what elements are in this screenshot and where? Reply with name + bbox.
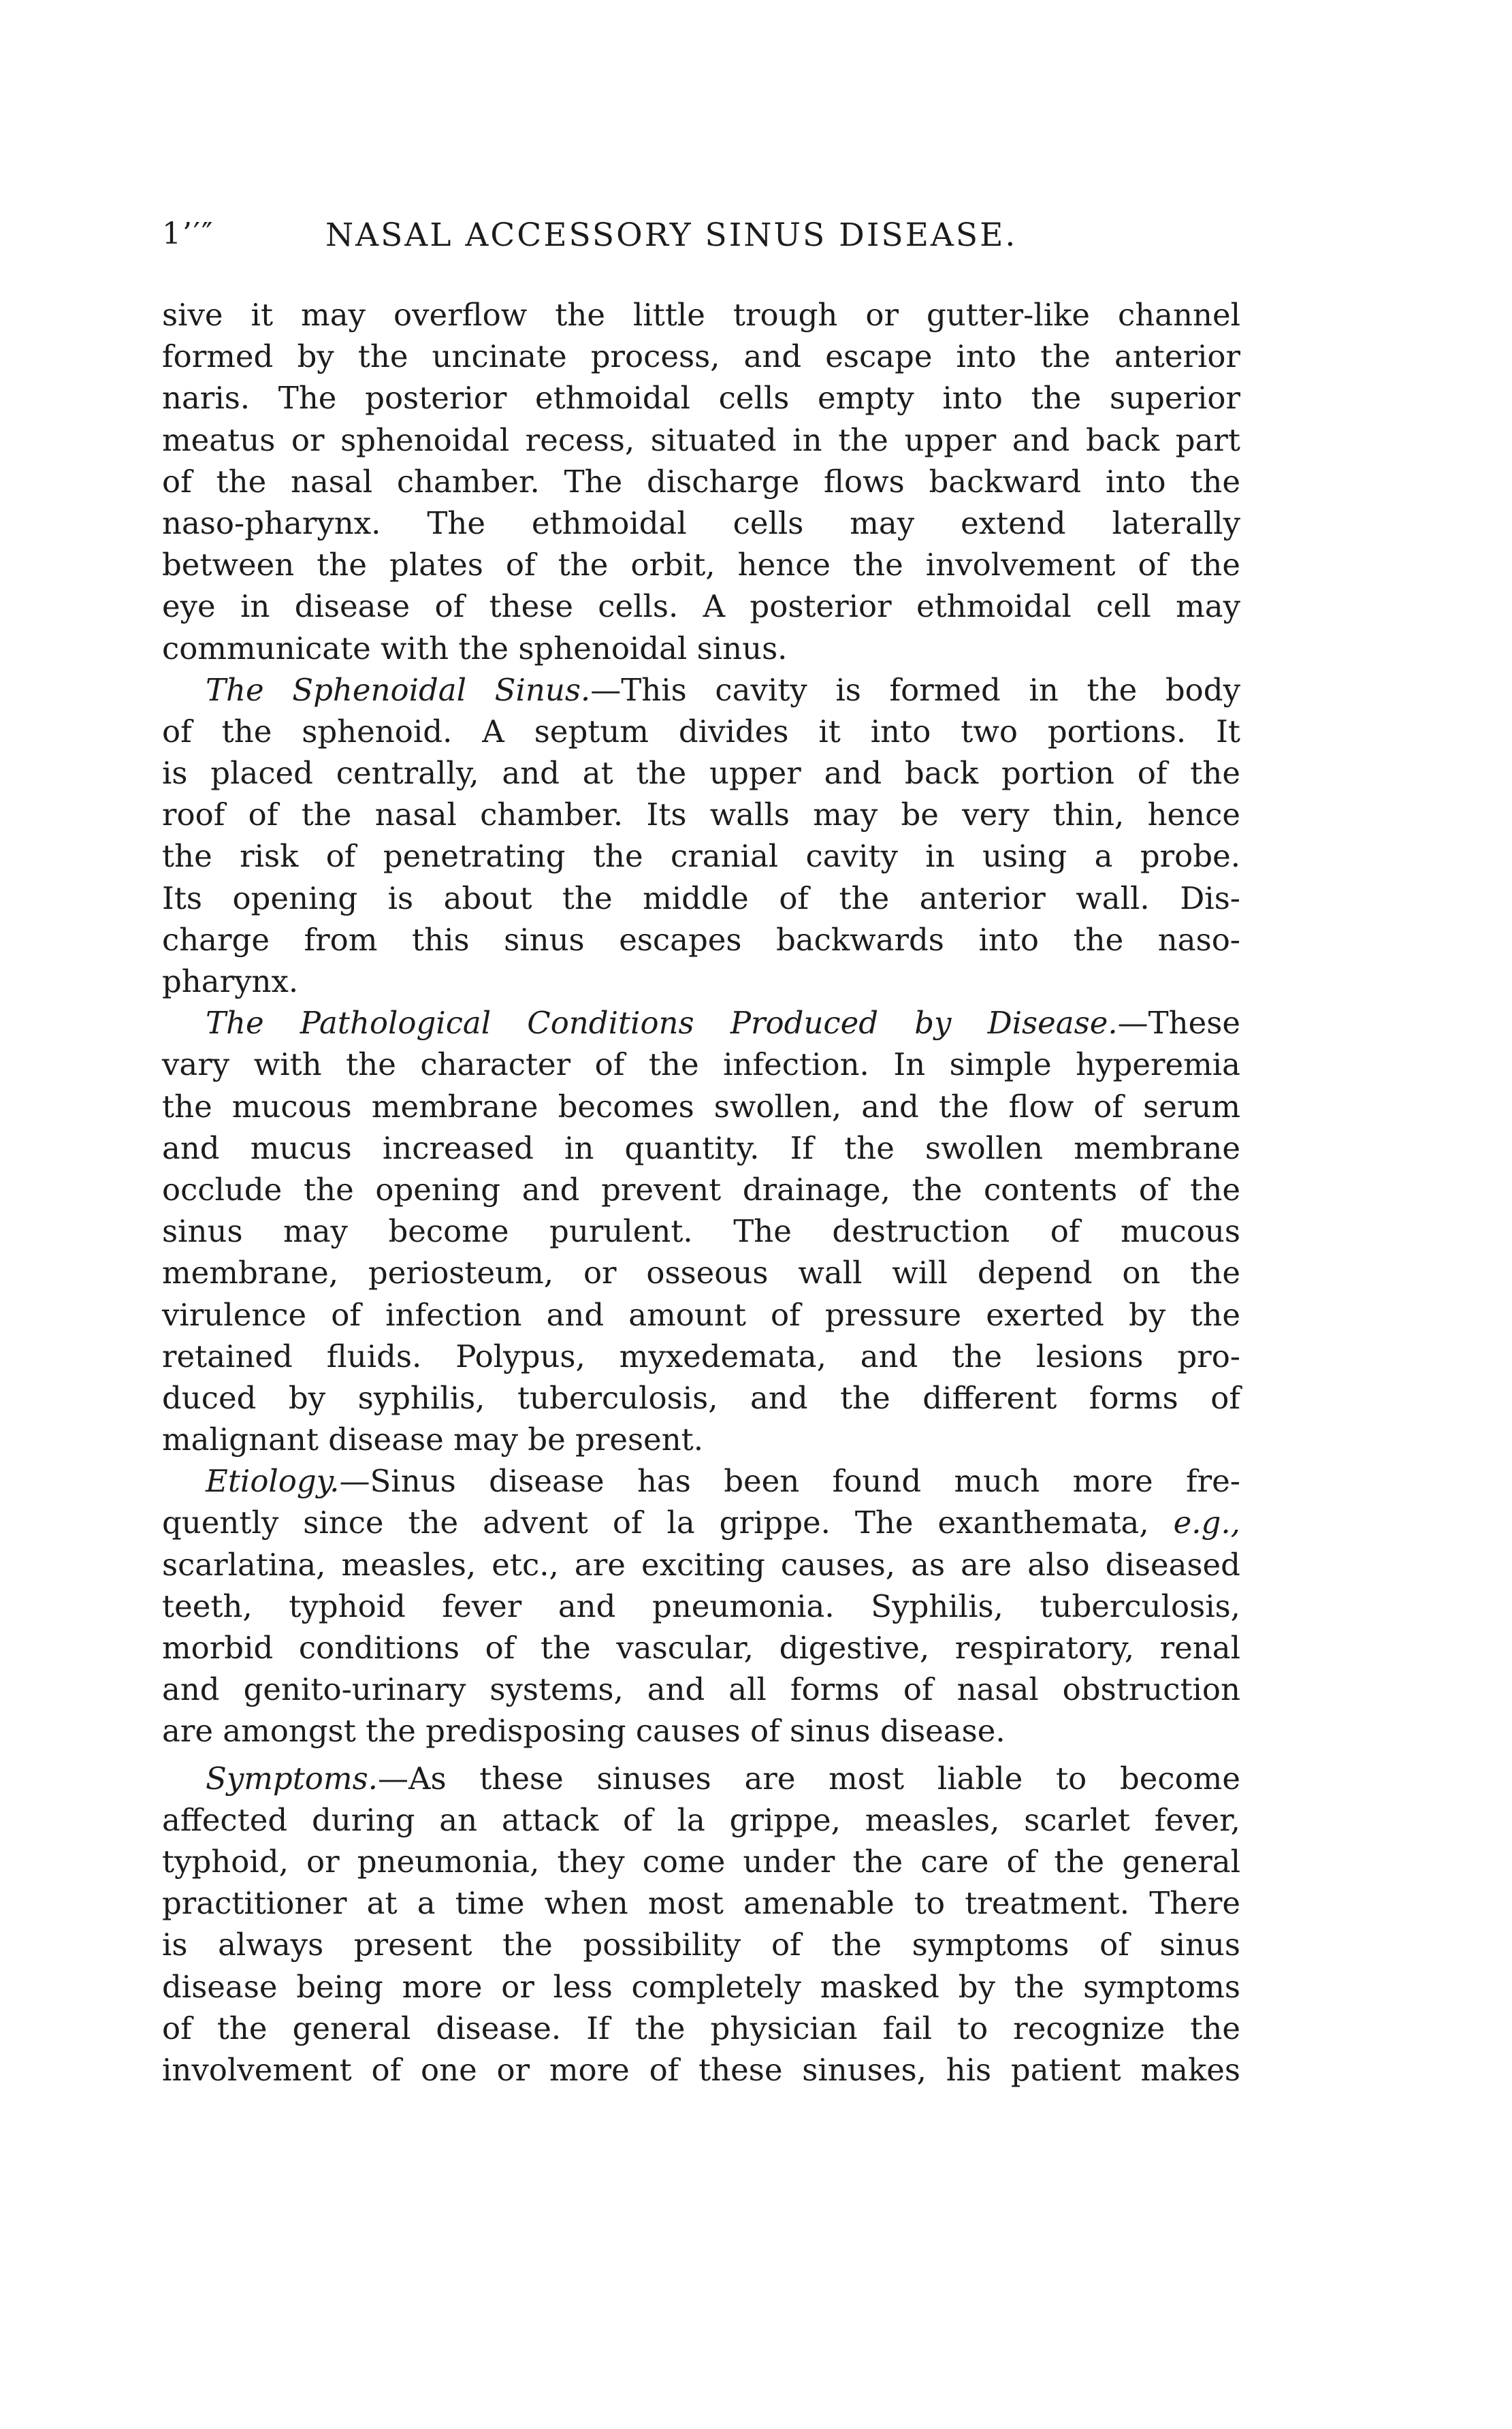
section-heading: Symptoms. [206, 1760, 378, 1797]
text-line: involvement of one or more of these sinuses, his patient makes [162, 2051, 1240, 2088]
section-text: —As these sinuses are most liable to become [377, 1760, 1240, 1797]
text-line: are amongst the predisposing causes of sinus disease. [162, 1713, 1006, 1750]
running-head: NASAL ACCESSORY SINUS DISEASE. [325, 216, 1018, 254]
text-line: of the nasal chamber. The discharge flows backward into the [162, 463, 1240, 500]
text-line: charge from this sinus escapes backwards into the naso- [162, 921, 1240, 958]
text-line: membrane, periosteum, or osseous wall will depend on the [162, 1255, 1240, 1291]
text-line: Its opening is about the middle of the anterior wall. Dis- [162, 880, 1240, 916]
text-line: is placed centrally, and at the upper and back portion of the [162, 755, 1240, 792]
text-line: sive it may overflow the little trough or gutter-like channel [162, 297, 1240, 333]
body-text [162, 294, 1240, 2091]
text-line: affected during an attack of la grippe, measles, scarlet fever, [162, 1801, 1240, 1838]
text-line: scarlatina, measles, etc., are exciting causes, as are also diseased [162, 1546, 1240, 1583]
text-line: typhoid, or pneumonia, they come under the care of the general [162, 1843, 1240, 1880]
section-heading: Etiology. [206, 1463, 340, 1500]
section-text: —These [1117, 1005, 1240, 1042]
text-line: the mucous membrane becomes swollen, and the flow of serum [162, 1088, 1240, 1125]
page-number: 1’′″ [162, 216, 214, 251]
text-line: pharynx. [162, 963, 299, 999]
text-line: duced by syphilis, tuberculosis, and the different forms of [162, 1379, 1240, 1416]
text-line: communicate with the sphenoidal sinus. [162, 630, 788, 666]
text-line: formed by the uncinate process, and escape into the anterior [162, 338, 1240, 375]
section-text: —Sinus disease has been found much more fre- [339, 1463, 1240, 1500]
text-line: of the general disease. If the physician fail to recognize the [162, 2010, 1240, 2046]
text-line: roof of the nasal chamber. Its walls may be very thin, hence [162, 797, 1240, 833]
text-line: practitioner at a time when most amenable to treatment. There [162, 1885, 1240, 1922]
text-line: disease being more or less completely masked by the symptoms [162, 1968, 1240, 2005]
text-line: meatus or sphenoidal recess, situated in the upper and back part [162, 421, 1240, 458]
section-text: —This cavity is formed in the body [590, 671, 1240, 708]
text-line: virulence of infection and amount of pressure exerted by the [162, 1296, 1240, 1333]
text-line [162, 1502, 1240, 1543]
text-line: is always present the possibility of the symptoms of sinus [162, 1927, 1240, 1963]
section-first-line [162, 1002, 1240, 1044]
text-line: of the sphenoid. A septum divides it into two portions. It [162, 713, 1240, 750]
text-line: and mucus increased in quantity. If the swollen membrane [162, 1129, 1240, 1166]
section-first-line [162, 1460, 1240, 1502]
text-line: and genito-urinary systems, and all forms of nasal obstruction [162, 1671, 1240, 1708]
text-line: naso-pharynx. The ethmoidal cells may extend laterally [162, 504, 1240, 541]
text-line: teeth, typhoid fever and pneumonia. Syphilis, tuberculosis, [162, 1588, 1240, 1624]
text-line: morbid conditions of the vascular, digestive, respiratory, renal [162, 1630, 1240, 1666]
line-text: quently since the advent of la grippe. The exanthemata, [162, 1505, 1174, 1541]
text-line: occlude the opening and prevent drainage, the contents of the [162, 1171, 1240, 1208]
text-line: naris. The posterior ethmoidal cells empty into the superior [162, 380, 1240, 417]
text-line: sinus may become purulent. The destruction of mucous [162, 1213, 1240, 1250]
section-heading: The Sphenoidal Sinus. [206, 671, 591, 708]
section-heading: The Pathological Conditions Produced by Disease. [206, 1005, 1118, 1042]
text-line: malignant disease may be present. [162, 1421, 704, 1458]
text-line: vary with the character of the infection. In simple hyperemia [162, 1046, 1240, 1083]
section-first-line [162, 1758, 1240, 1799]
italic-abbreviation: e.g., [1173, 1505, 1240, 1541]
text-line: retained fluids. Polypus, myxedemata, and the lesions pro- [162, 1338, 1240, 1374]
text-line: the risk of penetrating the cranial cavity in using a probe. [162, 838, 1240, 875]
section-first-line [162, 669, 1240, 711]
text-line: eye in disease of these cells. A posterior ethmoidal cell may [162, 588, 1240, 625]
text-line: between the plates of the orbit, hence the involvement of the [162, 547, 1240, 583]
page-header [162, 216, 1251, 264]
